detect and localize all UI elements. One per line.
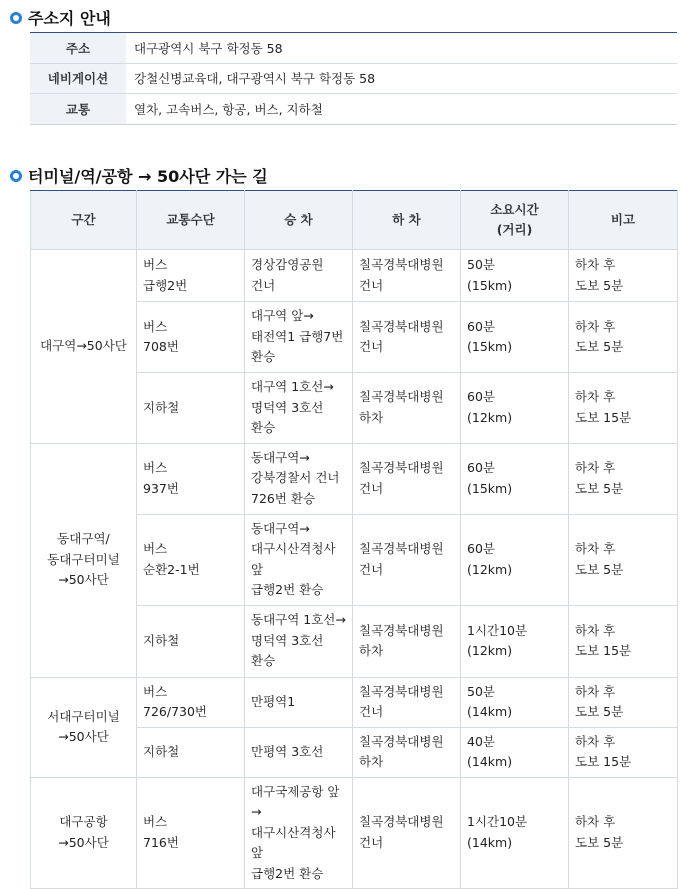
alight-cell: 칠곡경북대병원 건너 — [353, 250, 461, 302]
transport-cell: 버스 716번 — [137, 777, 245, 889]
transport-cell: 버스 급행2번 — [137, 250, 245, 302]
header-transport: 교통수단 — [137, 191, 245, 250]
transport-cell: 버스 708번 — [137, 302, 245, 373]
alight-cell: 칠곡경북대병원 건너 — [353, 777, 461, 889]
alight-cell: 칠곡경북대병원 하차 — [353, 373, 461, 444]
time-cell: 60분 (12km) — [461, 373, 569, 444]
route-table — [30, 190, 678, 889]
note-cell: 하차 후 도보 5분 — [569, 677, 678, 727]
note-cell: 하차 후 도보 5분 — [569, 302, 678, 373]
header-board: 승 차 — [245, 191, 353, 250]
transport-value: 열차, 고속버스, 항공, 버스, 지하철 — [126, 94, 677, 125]
board-cell: 경상감영공원 건너 — [245, 250, 353, 302]
alight-cell: 칠곡경북대병원 건너 — [353, 514, 461, 605]
table-row — [31, 250, 678, 302]
note-cell: 하차 후 도보 15분 — [569, 373, 678, 444]
navigation-row — [30, 63, 677, 94]
board-cell: 동대구역→ 강북경찰서 건너 726번 환승 — [245, 443, 353, 514]
time-cell: 1시간10분 (14km) — [461, 777, 569, 889]
address-section-title-text: 주소지 안내 — [28, 9, 111, 28]
transport-cell: 지하철 — [137, 727, 245, 777]
header-time: 소요시간 (거리) — [461, 191, 569, 250]
table-row — [31, 443, 678, 514]
alight-cell: 칠곡경북대병원 하차 — [353, 727, 461, 777]
address-label: 주소 — [30, 33, 126, 64]
board-cell: 대구국제공항 앞 → 대구시산격청사앞 급행2번 환승 — [245, 777, 353, 889]
table-row — [31, 777, 678, 889]
alight-cell: 칠곡경북대병원 하차 — [353, 605, 461, 677]
section-cell: 대구공항 →50사단 — [31, 777, 137, 889]
time-cell: 50분 (15km) — [461, 250, 569, 302]
transport-cell: 지하철 — [137, 373, 245, 444]
time-cell: 1시간10분 (12km) — [461, 605, 569, 677]
board-cell: 만평역1 — [245, 677, 353, 727]
route-table-header — [31, 191, 678, 250]
table-row — [31, 677, 678, 727]
header-alight: 하 차 — [353, 191, 461, 250]
header-note: 비고 — [569, 191, 678, 250]
transport-cell: 지하철 — [137, 605, 245, 677]
note-cell: 하차 후 도보 5분 — [569, 777, 678, 889]
time-cell: 60분 (15km) — [461, 302, 569, 373]
alight-cell: 칠곡경북대병원 건너 — [353, 302, 461, 373]
note-cell: 하차 후 도보 5분 — [569, 250, 678, 302]
note-cell: 하차 후 도보 5분 — [569, 514, 678, 605]
transport-row — [30, 94, 677, 125]
navigation-label: 네비게이션 — [30, 63, 126, 94]
note-cell: 하차 후 도보 15분 — [569, 727, 678, 777]
transport-label: 교통 — [30, 94, 126, 125]
address-row — [30, 33, 677, 64]
address-section-title — [10, 6, 111, 29]
note-cell: 하차 후 도보 15분 — [569, 605, 678, 677]
address-info-table — [30, 32, 677, 125]
time-cell: 60분 (15km) — [461, 443, 569, 514]
time-cell: 60분 (12km) — [461, 514, 569, 605]
transport-cell: 버스 순환2-1번 — [137, 514, 245, 605]
section-bullet-icon — [10, 170, 22, 182]
alight-cell: 칠곡경북대병원 건너 — [353, 677, 461, 727]
board-cell: 대구역 앞→ 태전역1 급행7번 환승 — [245, 302, 353, 373]
navigation-value: 강철신병교육대, 대구광역시 북구 학정동 58 — [126, 63, 677, 94]
board-cell: 동대구역→ 대구시산격청사앞 급행2번 환승 — [245, 514, 353, 605]
section-cell: 동대구역/ 동대구터미널 →50사단 — [31, 443, 137, 677]
route-section-title — [10, 164, 268, 187]
alight-cell: 칠곡경북대병원 건너 — [353, 443, 461, 514]
section-cell: 대구역→50사단 — [31, 250, 137, 444]
route-section-title-text: 터미널/역/공항 → 50사단 가는 길 — [28, 167, 268, 186]
section-cell: 서대구터미널 →50사단 — [31, 677, 137, 777]
header-section: 구간 — [31, 191, 137, 250]
time-cell: 50분 (14km) — [461, 677, 569, 727]
board-cell: 대구역 1호선→ 명덕역 3호선 환승 — [245, 373, 353, 444]
transport-cell: 버스 937번 — [137, 443, 245, 514]
transport-cell: 버스 726/730번 — [137, 677, 245, 727]
note-cell: 하차 후 도보 5분 — [569, 443, 678, 514]
time-cell: 40분 (14km) — [461, 727, 569, 777]
address-value: 대구광역시 북구 학정동 58 — [126, 33, 677, 64]
section-bullet-icon — [10, 12, 22, 24]
board-cell: 만평역 3호선 — [245, 727, 353, 777]
board-cell: 동대구역 1호선→ 명덕역 3호선 환승 — [245, 605, 353, 677]
